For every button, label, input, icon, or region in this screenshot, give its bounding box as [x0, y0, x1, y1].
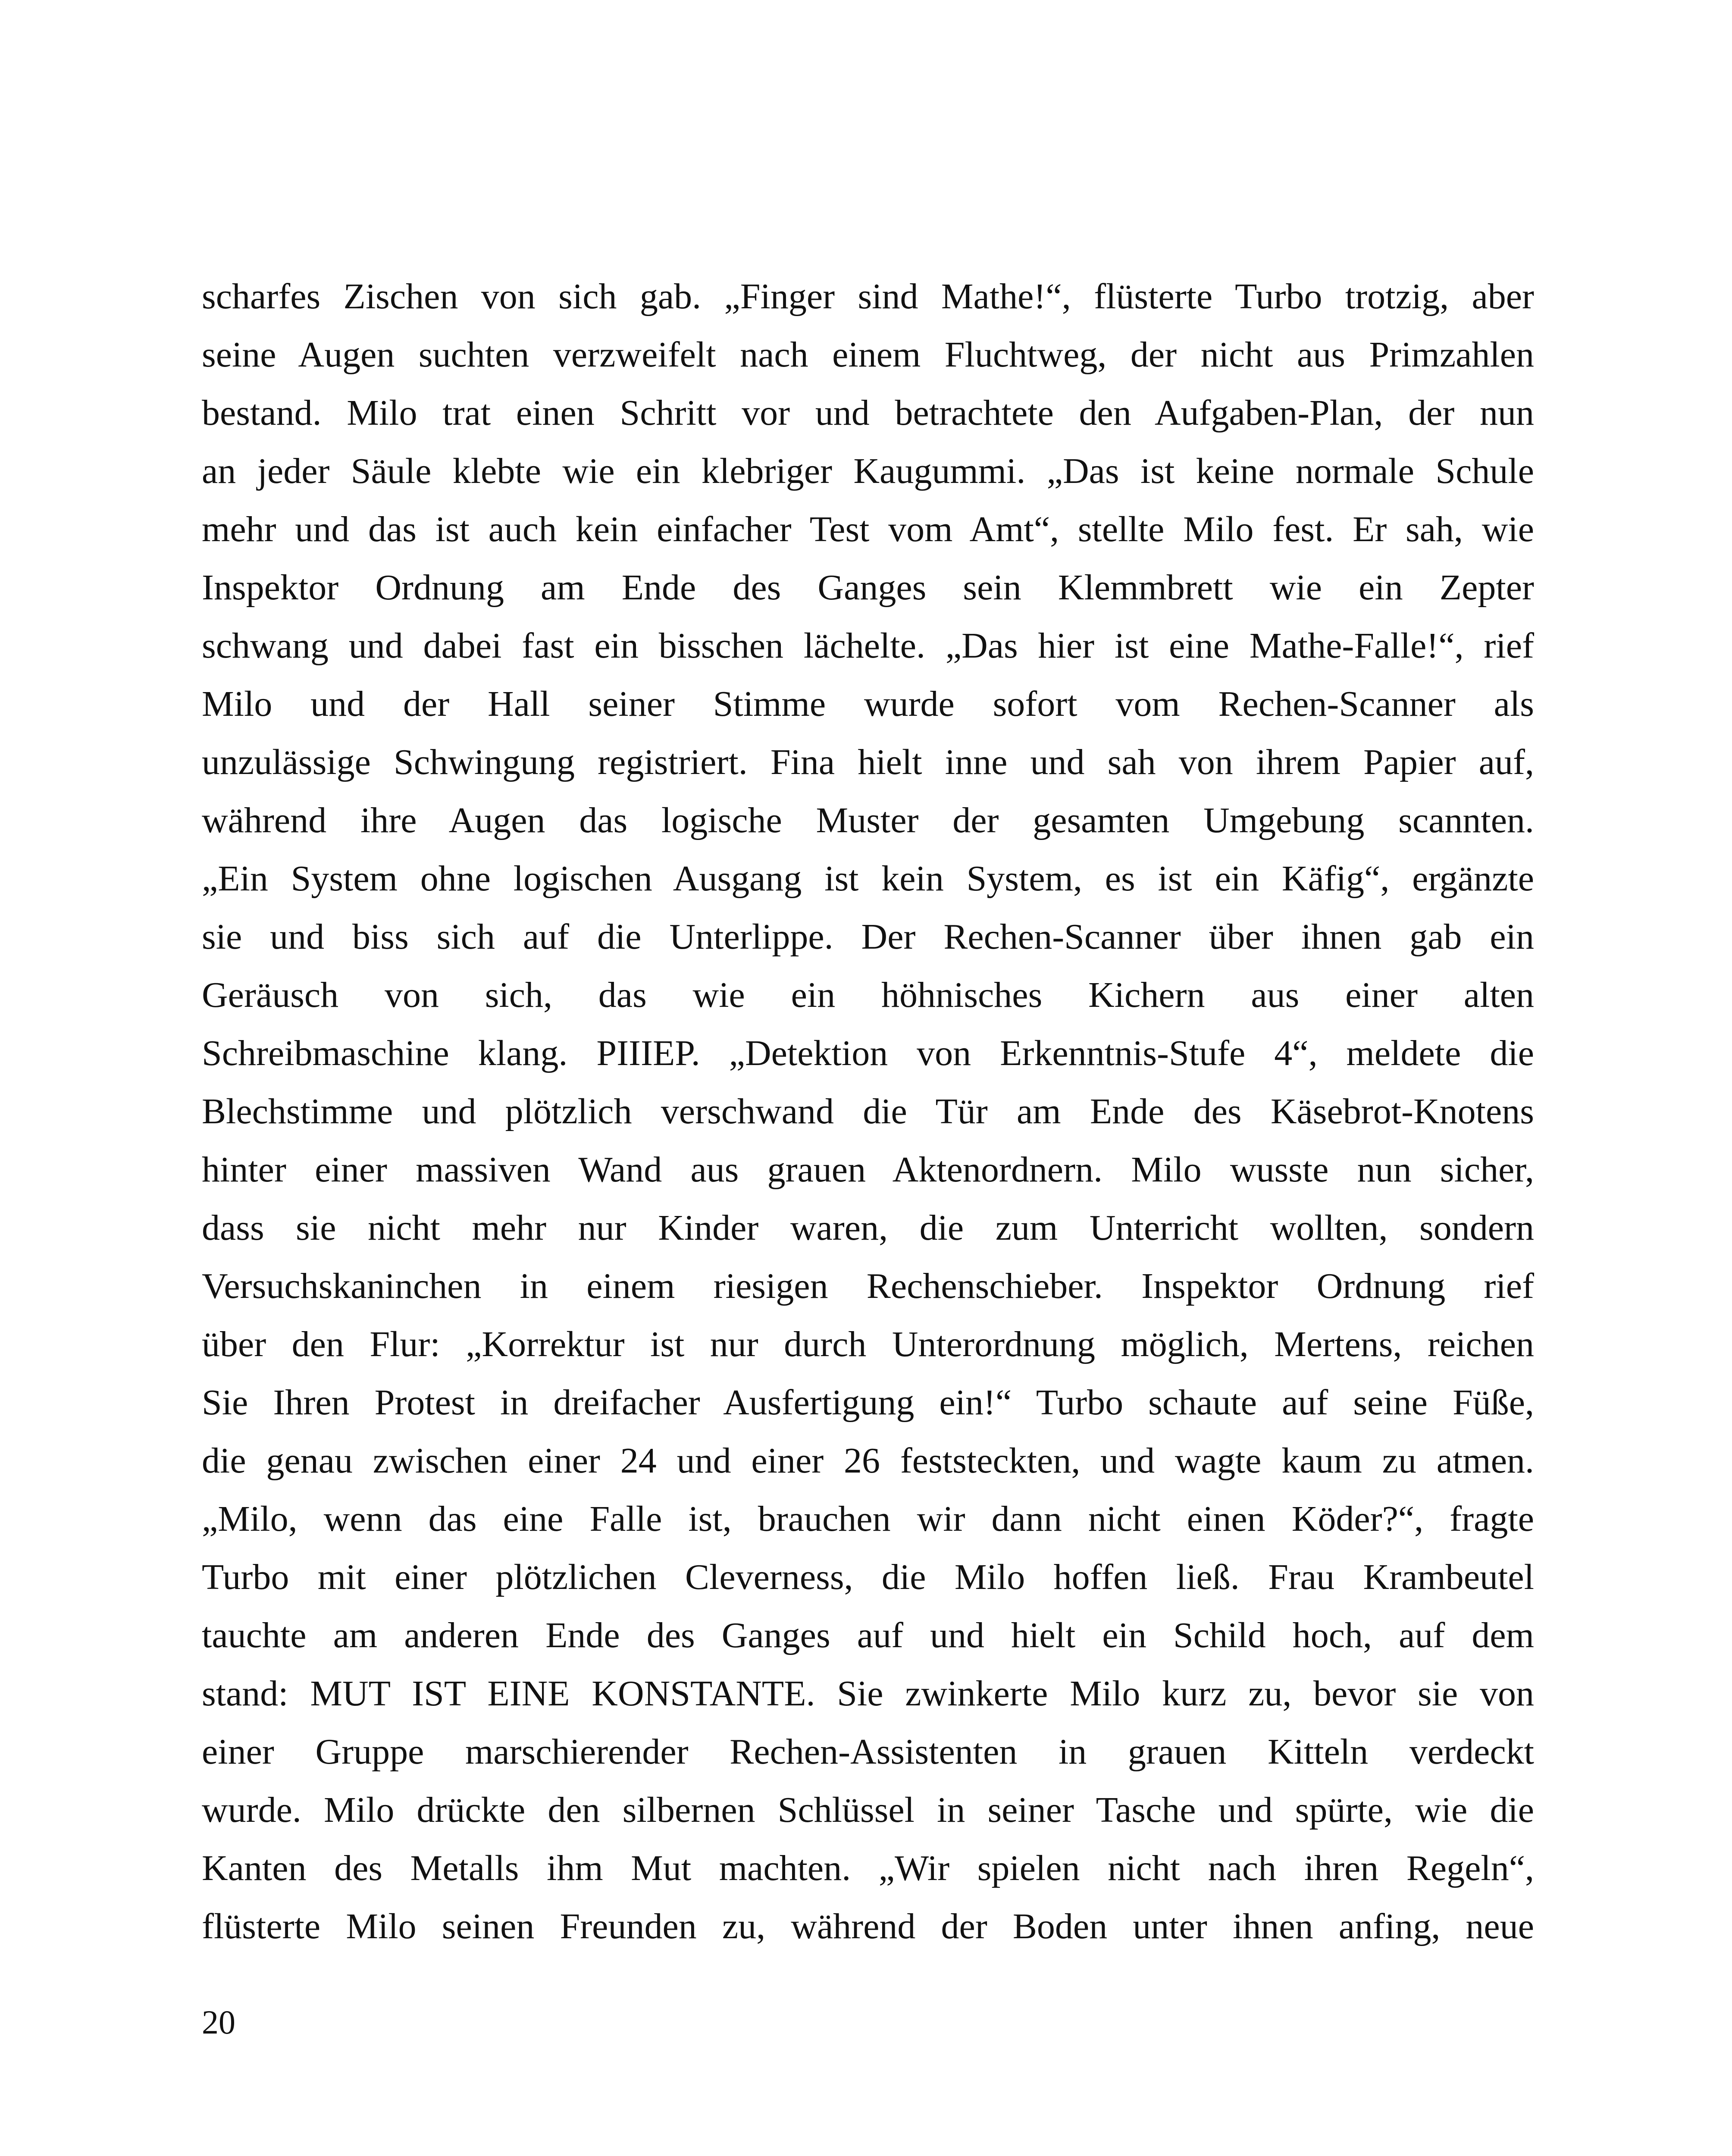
- text-line: „Ein System ohne logischen Ausgang ist kein System, es ist ein Käfig“, ergänzte: [202, 859, 1534, 899]
- text-line: einer Gruppe marschierender Rechen-Assistenten in grauen Kitteln verdeckt: [202, 1732, 1534, 1772]
- text-line: an jeder Säule klebte wie ein klebriger Kaugummi. „Das ist keine normale Schule: [202, 451, 1534, 491]
- text-line: sie und biss sich auf die Unterlippe. Der Rechen-Scanner über ihnen gab ein: [202, 917, 1534, 957]
- text-line: Milo und der Hall seiner Stimme wurde sofort vom Rechen-Scanner als: [202, 684, 1534, 724]
- text-line: die genau zwischen einer 24 und einer 26 feststeckten, und wagte kaum zu atmen.: [202, 1441, 1534, 1481]
- body-text: [202, 267, 1534, 1955]
- text-line: während ihre Augen das logische Muster der gesamten Umgebung scannten.: [202, 800, 1534, 840]
- text-line: seine Augen suchten verzweifelt nach einem Fluchtweg, der nicht aus Primzahlen: [202, 335, 1534, 375]
- text-line: bestand. Milo trat einen Schritt vor und betrachtete den Aufgaben-Plan, der nun: [202, 393, 1534, 433]
- text-line: Kanten des Metalls ihm Mut machten. „Wir spielen nicht nach ihren Regeln“,: [202, 1848, 1534, 1888]
- page-number: 20: [202, 2003, 235, 2041]
- text-line: schwang und dabei fast ein bisschen lächelte. „Das hier ist eine Mathe-Falle!“, rief: [202, 626, 1534, 666]
- text-line: flüsterte Milo seinen Freunden zu, während der Boden unter ihnen anfing, neue: [202, 1906, 1534, 1946]
- text-line: über den Flur: „Korrektur ist nur durch Unterordnung möglich, Mertens, reichen: [202, 1324, 1534, 1364]
- text-line: dass sie nicht mehr nur Kinder waren, die zum Unterricht wollten, sondern: [202, 1208, 1534, 1248]
- text-line: Versuchskaninchen in einem riesigen Rechenschieber. Inspektor Ordnung rief: [202, 1266, 1534, 1306]
- text-line: tauchte am anderen Ende des Ganges auf und hielt ein Schild hoch, auf dem: [202, 1615, 1534, 1655]
- text-line: scharfes Zischen von sich gab. „Finger sind Mathe!“, flüsterte Turbo trotzig, aber: [202, 276, 1534, 317]
- text-line: Schreibmaschine klang. PIIIEP. „Detektion von Erkenntnis-Stufe 4“, meldete die: [202, 1033, 1534, 1073]
- text-line: stand: MUT IST EINE KONSTANTE. Sie zwinkerte Milo kurz zu, bevor sie von: [202, 1673, 1534, 1714]
- text-line: mehr und das ist auch kein einfacher Test vom Amt“, stellte Milo fest. Er sah, wie: [202, 509, 1534, 549]
- text-line: Geräusch von sich, das wie ein höhnisches Kichern aus einer alten: [202, 975, 1534, 1015]
- text-line: „Milo, wenn das eine Falle ist, brauchen wir dann nicht einen Köder?“, fragte: [202, 1499, 1534, 1539]
- text-line: unzulässige Schwingung registriert. Fina hielt inne und sah von ihrem Papier auf,: [202, 742, 1534, 782]
- text-line: wurde. Milo drückte den silbernen Schlüssel in seiner Tasche und spürte, wie die: [202, 1790, 1534, 1830]
- text-line: Turbo mit einer plötzlichen Cleverness, die Milo hoffen ließ. Frau Krambeutel: [202, 1557, 1534, 1597]
- text-line: hinter einer massiven Wand aus grauen Aktenordnern. Milo wusste nun sicher,: [202, 1150, 1534, 1190]
- text-line: Blechstimme und plötzlich verschwand die Tür am Ende des Käsebrot-Knotens: [202, 1091, 1534, 1131]
- text-line: Inspektor Ordnung am Ende des Ganges sein Klemmbrett wie ein Zepter: [202, 567, 1534, 608]
- text-line: Sie Ihren Protest in dreifacher Ausfertigung ein!“ Turbo schaute auf seine Füße,: [202, 1382, 1534, 1423]
